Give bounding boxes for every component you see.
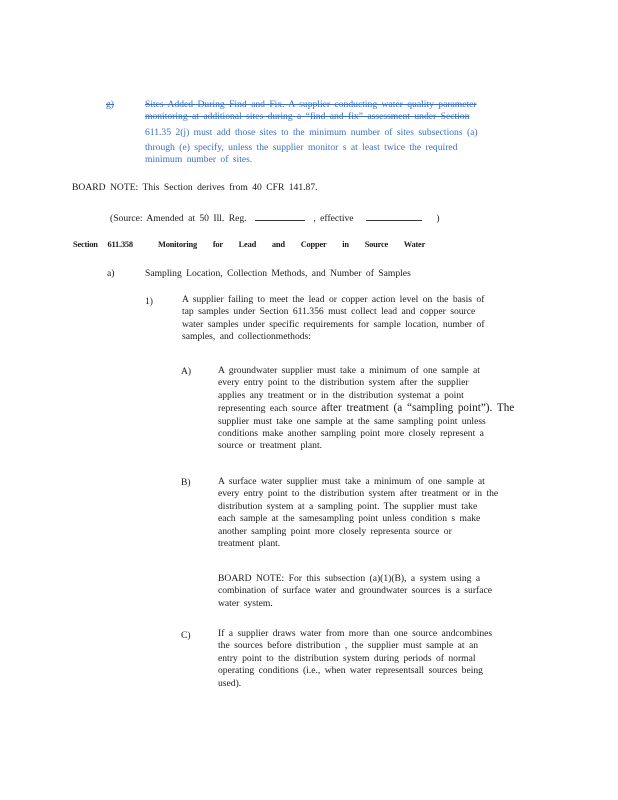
- item-g-line-3: 611.35 2(j) must add those sites to the minimum number of sites subsections (a): [145, 127, 478, 138]
- subsection-a-heading: Sampling Location, Collection Methods, and Number of Samples: [145, 268, 411, 279]
- item-g-line-5: minimum number of sites.: [145, 154, 253, 165]
- effective-blank: [366, 211, 422, 221]
- paragraph-1-text: A supplier failing to meet the lead or copper action level on the basis of tap samples under Section 611.356 must collect lead and copper source water samples under specific requirements for sample location, number of samples, and collectionmethods:: [182, 294, 485, 343]
- board-note-section: BOARD NOTE: This Section derives from 40 CFR 141.87.: [72, 182, 318, 193]
- paragraph-A-label: A): [181, 366, 192, 377]
- paragraph-C-label: C): [181, 630, 191, 641]
- item-g-label: g): [106, 99, 114, 110]
- section-number: Section 611.358: [73, 240, 133, 249]
- item-g-struck-line-2: monitoring at additional sites during a “find and fix” assessment under Section: [145, 111, 470, 122]
- source-suffix: ): [436, 213, 440, 224]
- board-note-subsection: BOARD NOTE: For this subsection (a)(1)(B), a system using a combination of surface water and groundwater sources is a surface water system.: [218, 573, 492, 609]
- source-prefix: (Source: Amended at 50 Ill. Reg.: [110, 213, 247, 224]
- item-g-line-4: through (e) specify, unless the supplier monitor s at least twice the required: [145, 142, 458, 153]
- paragraph-C-text: If a supplier draws water from more than one source andcombines the sources before distribution , the supplier must sample at an entry point to the distribution system during periods of normal operating conditions (i.e., when water representsall sources being used).: [218, 628, 493, 689]
- paragraph-B-label: B): [181, 477, 191, 488]
- paragraph-A-text: A groundwater supplier must take a minimum of one sample at every entry point to the distribution system after the supplier applies any treatment or in the distribution systemat a point representing each source after treatment (a “sampling point”). The supplier must take one sample at the same sampling point unless conditions make another sampling point more closely represent a source or treatment plant.: [218, 365, 515, 452]
- source-middle: , effective: [313, 213, 354, 224]
- paragraph-B-text: A surface water supplier must take a minimum of one sample at every entry point to the distribution system after treatment or in the distribution system at a sampling point. The supplier must take each sample at the samesampling point unless condition s make another sampling point more closely representa source or treatment plant.: [218, 476, 499, 550]
- source-line: [110, 211, 440, 225]
- item-g-struck-line-1: Sites Added During Find and Fix. A supplier conducting water quality parameter: [145, 99, 477, 110]
- reg-blank: [255, 211, 305, 221]
- section-title: Monitoring for Lead and Copper in Source Water: [158, 240, 426, 249]
- subsection-a-label: a): [107, 268, 115, 279]
- paragraph-1-label: 1): [145, 296, 153, 307]
